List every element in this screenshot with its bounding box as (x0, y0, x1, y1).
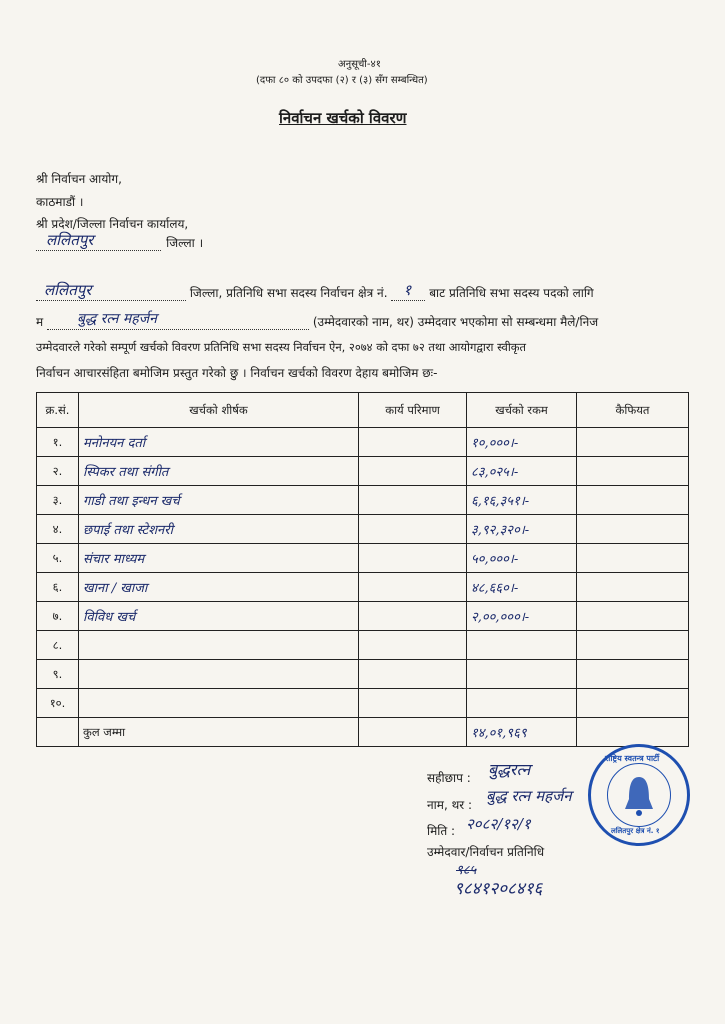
section-reference: (दफा ८० को उपदफा (२) र (३) सँग सम्बन्धित) (256, 75, 428, 86)
table-row (37, 573, 689, 602)
candidate-blank (47, 311, 309, 330)
header-remarks: कैफियत (577, 393, 689, 428)
party-stamp (588, 744, 690, 846)
district-line (36, 232, 203, 251)
phone-handwritten: ९८४१२०८४१६ (454, 879, 543, 899)
date-handwritten: २०८२/१२/१ (466, 815, 531, 833)
header-amount: खर्चको रकम (467, 393, 577, 428)
statement-line-3: उम्मेदवारले गरेको सम्पूर्ण खर्चको विवरण प्रतिनिधि सभा सदस्य निर्वाचन ऐन, २०७४ को दफा ७२ तथा आयोगद्वारा स्वीकृत (36, 340, 527, 354)
district-handwritten: ललितपुर (46, 231, 94, 249)
row-remarks (577, 457, 689, 486)
stamp-bottom-text: ललितपुर क्षेत्र नं. १ (611, 827, 660, 835)
row-serial: ७. (37, 602, 79, 631)
row-quantity (359, 573, 467, 602)
total-amount: १४,०१,९६९ (467, 718, 577, 747)
struck-handwritten: ९८५ (456, 863, 477, 878)
table-row (37, 457, 689, 486)
row-serial: ३. (37, 486, 79, 515)
table-header-row (37, 393, 689, 428)
total-quantity-cell (359, 718, 467, 747)
candidate-handwritten: बुद्ध रत्न महर्जन (77, 311, 157, 327)
row-title: छपाई तथा स्टेशनरी (79, 515, 359, 544)
row-title (79, 689, 359, 718)
row-remarks (577, 515, 689, 544)
row-serial: ४. (37, 515, 79, 544)
statement-line-2 (36, 313, 598, 330)
row-quantity (359, 428, 467, 457)
header-serial: क्र.सं. (37, 393, 79, 428)
row-quantity (359, 631, 467, 660)
address-line-2: काठमाडौं । (36, 195, 84, 209)
row-title: खाना / खाजा (79, 573, 359, 602)
prefix-m: म (36, 315, 44, 329)
table-row (37, 602, 689, 631)
row-quantity (359, 515, 467, 544)
table-row (37, 486, 689, 515)
total-row (37, 718, 689, 747)
table-row (37, 660, 689, 689)
row-title: स्पिकर तथा संगीत (79, 457, 359, 486)
constituency-handwritten: १ (403, 281, 412, 299)
row-title (79, 631, 359, 660)
row-serial: १०. (37, 689, 79, 718)
row-remarks (577, 428, 689, 457)
row-title: विविध खर्च (79, 602, 359, 631)
statement-part-1: जिल्ला, प्रतिनिधि सभा सदस्य निर्वाचन क्षेत्र नं. (189, 286, 388, 300)
header-quantity: कार्य परिमाण (359, 393, 467, 428)
row-amount (467, 689, 577, 718)
name-handwritten: बुद्ध रत्न महर्जन (486, 787, 572, 805)
table-row (37, 515, 689, 544)
row-quantity (359, 602, 467, 631)
row-amount (467, 660, 577, 689)
statement-line-4: निर्वाचन आचारसंहिता बमोजिम प्रस्तुत गरेको छु । निर्वाचन खर्चको विवरण देहाय बमोजिम छः- (36, 366, 438, 380)
district-blank (36, 231, 161, 251)
role-label: उम्मेदवार/निर्वाचन प्रतिनिधि (427, 845, 545, 859)
row-title (79, 660, 359, 689)
address-line-3: श्री प्रदेश/जिल्ला निर्वाचन कार्यालय, (36, 217, 189, 231)
district-suffix: जिल्ला । (166, 236, 204, 250)
constituency-blank (391, 281, 425, 301)
address-line-1: श्री निर्वाचन आयोग, (36, 172, 122, 186)
row-amount (467, 631, 577, 660)
date-label: मिति : (427, 824, 456, 838)
header-title: खर्चको शीर्षक (79, 393, 359, 428)
row-serial: २. (37, 457, 79, 486)
row-title: मनोनयन दर्ता (79, 428, 359, 457)
row-amount: १०,०००।- (467, 428, 577, 457)
total-remarks-cell (577, 718, 689, 747)
row-title: गाडी तथा इन्धन खर्च (79, 486, 359, 515)
table-row (37, 428, 689, 457)
table-row (37, 544, 689, 573)
row-quantity (359, 689, 467, 718)
row-serial: ५. (37, 544, 79, 573)
row-quantity (359, 486, 467, 515)
row-remarks (577, 660, 689, 689)
row-amount: ८३,०२५।- (467, 457, 577, 486)
row-remarks (577, 486, 689, 515)
row-title: संचार माध्यम (79, 544, 359, 573)
schedule-number: अनुसूची-४१ (338, 59, 381, 70)
row-serial: १. (37, 428, 79, 457)
row-serial: ९. (37, 660, 79, 689)
row-amount: ५०,०००।- (467, 544, 577, 573)
row-remarks (577, 689, 689, 718)
row-remarks (577, 544, 689, 573)
district-handwritten-2: ललितपुर (44, 281, 92, 299)
row-remarks (577, 602, 689, 631)
signature-handwritten: बुद्धरत्न (488, 760, 531, 779)
row-quantity (359, 457, 467, 486)
page-title: निर्वाचन खर्चको विवरण (279, 109, 407, 127)
table-row (37, 689, 689, 718)
row-serial: ६. (37, 573, 79, 602)
expense-table (36, 392, 689, 747)
row-quantity (359, 544, 467, 573)
row-quantity (359, 660, 467, 689)
row-amount: ६,१६,३५१।- (467, 486, 577, 515)
table-row (37, 631, 689, 660)
total-serial-cell (37, 718, 79, 747)
row-remarks (577, 631, 689, 660)
statement-part-3: (उम्मेदवारको नाम, थर) उम्मेदवार भएकोमा सो सम्बन्धमा मैले/निज (312, 315, 599, 329)
row-amount: २,००,०००।- (467, 602, 577, 631)
statement-line-1 (36, 281, 594, 301)
statement-part-2: बाट प्रतिनिधि सभा सदस्य पदको लागि (429, 286, 594, 300)
row-serial: ८. (37, 631, 79, 660)
district-blank-2 (36, 281, 186, 301)
name-label: नाम, थर : (427, 798, 473, 812)
total-label: कुल जम्मा (79, 718, 359, 747)
row-remarks (577, 573, 689, 602)
row-amount: ३,९२,३२०।- (467, 515, 577, 544)
signature-label: सहीछाप : (427, 771, 471, 785)
row-amount: ४८,६६०।- (467, 573, 577, 602)
stamp-top-text: राष्ट्रिय स्वतन्त्र पार्टी (605, 754, 660, 763)
